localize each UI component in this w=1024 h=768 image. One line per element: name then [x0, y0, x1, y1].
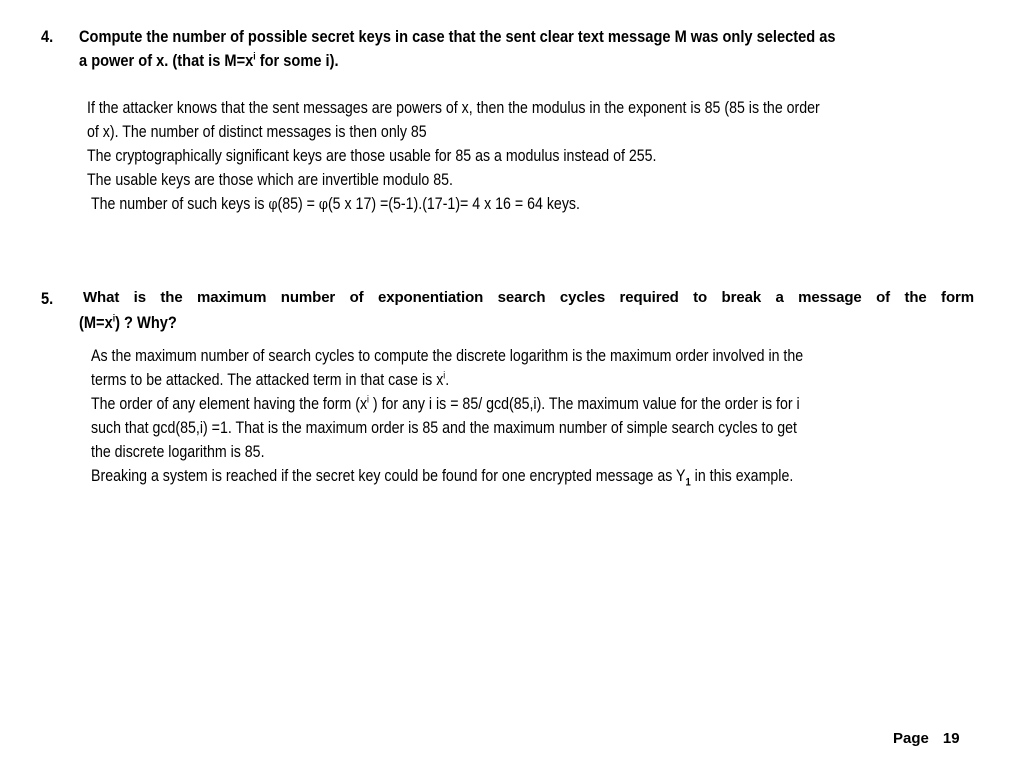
answer-5-line-4: such that gcd(85,i) =1. That is the maximum order is 85 and the maximum number of simple search cycles to get: [91, 419, 798, 437]
answer-5-line-1: As the maximum number of search cycles to compute the discrete logarithm is the maximum order involved in the: [91, 347, 804, 365]
question-5-line-2: $(M=x^i)$ ? Why?: [79, 313, 177, 332]
answer-4-line-3: The cryptographically significant keys are those usable for 85 as a modulus instead of 255.: [87, 147, 657, 165]
answer-4-line-1: If the attacker knows that the sent messages are powers of x, then the modulus in the exponent is 85 (85 is the order: [87, 99, 820, 117]
answer-5-line-2: terms to be attacked. The attacked term in that case is $x^i$.: [91, 370, 450, 389]
answer-4-line-5: The number of such keys is φ(85) = φ(5 x 17) =(5-1).(17-1)= 4 x 16 = 64 keys.: [91, 195, 580, 213]
answer-4-line-4: The usable keys are those which are invertible modulo 85.: [87, 171, 453, 189]
answer-5-line-6: Breaking a system is reached if the secret key could be found for one encrypted message as $Y_1$ in this example.: [91, 467, 794, 489]
question-4-line-1: Compute the number of possible secret keys in case that the sent clear text message M was only selected as: [79, 27, 836, 46]
answer-5-line-5: the discrete logarithm is 85.: [91, 443, 265, 461]
question-5-number: 5.: [41, 289, 54, 308]
answer-4-line-2: of x). The number of distinct messages is then only 85: [87, 123, 427, 141]
phi-symbol: φ: [318, 195, 328, 213]
page-label: Page: [893, 730, 929, 747]
answer-5-line-3: The order of any element having the form ($x^i$ ) for any i is = 85/ gcd(85,i). The maximum value for the order is for i: [91, 394, 800, 413]
question-4-line-2: a power of x. (that is $M=x^i$ for some i).: [79, 51, 339, 70]
phi-symbol: φ: [268, 195, 278, 213]
page-footer: [893, 730, 960, 747]
page-number: 19: [942, 730, 960, 747]
question-5-line-1: What is the maximum number of exponentiation search cycles required to break a message of the form: [83, 289, 974, 306]
question-4-number: 4.: [41, 27, 54, 46]
